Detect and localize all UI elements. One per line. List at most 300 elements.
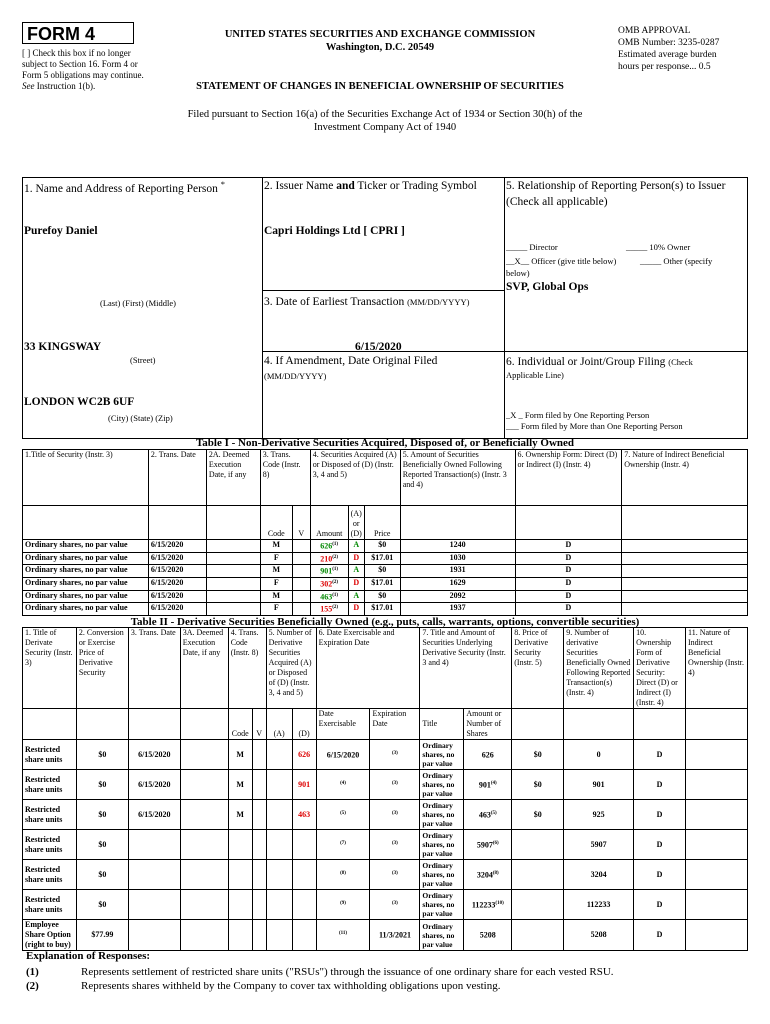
t2-conv-price: $0 (76, 830, 128, 860)
t1-nature (622, 590, 748, 603)
box3-label-small: (MM/DD/YYYY) (407, 297, 470, 307)
t2-a (266, 890, 292, 920)
t2-conv-price: $0 (76, 740, 128, 770)
t2-nature (685, 890, 747, 920)
explanation-number: (1) (26, 966, 39, 978)
t2-expiration (370, 890, 420, 920)
t2-trans-date: 6/15/2020 (128, 800, 180, 830)
t1-row (23, 565, 748, 578)
t1-trans-date: 6/15/2020 (148, 603, 206, 616)
t2-underlying-amount (464, 830, 512, 860)
t1-amount-footnote: (1) (332, 542, 339, 547)
t1-v (292, 565, 310, 578)
t1-trans-code: M (260, 565, 292, 578)
t1-h-date: 2. Trans. Date (148, 450, 206, 506)
t2-owned: 925 (564, 800, 634, 830)
t1-v (292, 577, 310, 590)
t2-date-exercisable (316, 890, 370, 920)
explanation-text: Represents settlement of restricted share units ("RSUs") through the issuance of one ordinary share for each vested RSU. (81, 966, 614, 978)
t2-exp-footnote: (3) (392, 870, 398, 876)
box2-label-pre: 2. Issuer Name (264, 180, 337, 192)
t1-v (292, 590, 310, 603)
t2-underlying-amount-value: 626 (481, 750, 494, 760)
box6-label-small: (Check (668, 357, 693, 367)
omb-approval: OMB APPROVAL (618, 26, 691, 36)
t1-trans-code: F (260, 603, 292, 616)
t1-amount (310, 552, 348, 565)
t2-underlying-amount-value: 5907 (476, 840, 493, 850)
t1-deemed-date (206, 577, 260, 590)
t1-amount-value: 302 (320, 579, 333, 589)
t1-aord: A (348, 565, 364, 578)
t1-amount-footnote: (1) (332, 592, 339, 598)
t2-date-exercisable (316, 740, 370, 770)
t1-security-title: Ordinary shares, no par value (23, 603, 149, 616)
t2-a (266, 770, 292, 800)
box4-label-small: (MM/DD/YYYY) (264, 371, 327, 381)
t2-sub-exp: Expiration Date (370, 709, 420, 740)
t1-trans-date: 6/15/2020 (148, 590, 206, 603)
t2-h-underlying: 7. Title and Amount of Securities Underlying Derivative Security (Instr. 3 and 4) (420, 628, 512, 709)
t2-underlying-amount (464, 920, 512, 951)
t2-owned: 112233 (564, 890, 634, 920)
t1-amount (310, 565, 348, 578)
director-check: _____ Director (506, 242, 558, 252)
statement-title: STATEMENT OF CHANGES IN BENEFICIAL OWNERSHIP OF SECURITIES (196, 81, 564, 92)
t2-a (266, 800, 292, 830)
t1-v (292, 540, 310, 553)
t1-price: $0 (364, 590, 400, 603)
t2-form: D (634, 830, 686, 860)
t2-sub-amt: Amount or Number of Shares (464, 709, 512, 740)
one-person-filing: _X _ Form filed by One Reporting Person (506, 410, 650, 420)
t2-security-title: Employee Share Option (right to buy) (23, 920, 77, 951)
agency-location: Washington, D.C. 20549 (325, 42, 435, 53)
checkbox-note-see: See (22, 81, 35, 91)
t2-underlying-amount-value: 901 (478, 780, 491, 790)
t2-code: M (228, 740, 252, 770)
t2-h-title: 1. Title of Derivate Security (Instr. 3) (23, 628, 77, 709)
t2-d (292, 920, 316, 951)
t2-row (23, 860, 748, 890)
t2-expiration (370, 770, 420, 800)
t2-nature (685, 920, 747, 951)
t2-expiration (370, 740, 420, 770)
t1-price: $0 (364, 565, 400, 578)
t1-aord: A (348, 540, 364, 553)
table2-title: Table II - Derivative Securities Beneficially Owned (e.g., puts, calls, warrants, options, convertible securities) (130, 616, 640, 628)
t2-v (252, 740, 266, 770)
t2-underlying-amount (464, 860, 512, 890)
t2-exp-value: 11/3/2021 (378, 930, 411, 940)
t2-trans-date (128, 920, 180, 951)
box6-label (506, 355, 693, 370)
t1-owned: 1030 (400, 552, 515, 565)
t1-form: D (515, 590, 622, 603)
issuer-name: Capri Holdings Ltd [ CPRI ] (264, 225, 405, 237)
t2-h-nature: 11. Nature of Indirect Beneficial Ownership (Instr. 4) (685, 628, 747, 709)
t2-v (252, 770, 266, 800)
t2-deemed (180, 740, 228, 770)
t2-exp-footnote: (3) (392, 780, 398, 786)
t2-underlying-title: Ordinary shares, no par value (420, 770, 464, 800)
t1-security-title: Ordinary shares, no par value (23, 590, 149, 603)
t2-d: 463 (292, 800, 316, 830)
t2-security-title: Restricted share units (23, 740, 77, 770)
t1-aord: A (348, 590, 364, 603)
t2-d: 901 (292, 770, 316, 800)
omb-approval-box (618, 25, 758, 73)
t1-security-title: Ordinary shares, no par value (23, 565, 149, 578)
city-caption: (City) (State) (Zip) (108, 413, 173, 423)
t1-sub-v: V (292, 506, 310, 540)
t2-h-number: 5. Number of Derivative Securities Acquired (A) or Disposed of (D) (Instr. 3, 4 and 5) (266, 628, 316, 709)
t2-form: D (634, 800, 686, 830)
t1-amount (310, 603, 348, 616)
t1-row (23, 540, 748, 553)
t2-deriv-price: $0 (512, 800, 564, 830)
t2-underlying-amount-value: 5208 (479, 930, 496, 940)
t2-date-ex-footnote: (11) (338, 931, 348, 937)
t2-underlying-amount-footnote: (4) (490, 780, 497, 786)
t2-underlying-title: Ordinary shares, no par value (420, 860, 464, 890)
t2-a (266, 920, 292, 951)
t2-deriv-price (512, 830, 564, 860)
form-title: FORM 4 (22, 22, 134, 44)
street-address: 33 KINGSWAY (24, 341, 102, 353)
explanation-list (26, 965, 746, 993)
explanation-item (26, 979, 746, 993)
city-address: LONDON WC2B 6UF (24, 396, 135, 408)
ten-pct-owner-check: _____ 10% Owner (626, 242, 691, 252)
box2-label (264, 179, 477, 194)
t2-conv-price: $0 (76, 800, 128, 830)
box6-label-small-2: Applicable Line) (506, 370, 564, 380)
t2-form: D (634, 770, 686, 800)
t2-a (266, 830, 292, 860)
t2-code (228, 830, 252, 860)
t2-deemed (180, 920, 228, 951)
t2-underlying-amount-value: 463 (478, 810, 491, 820)
box5-label: 5. Relationship of Reporting Person(s) to Issuer (506, 180, 726, 192)
t2-deemed (180, 770, 228, 800)
t2-conv-price: $0 (76, 770, 128, 800)
t1-trans-code: F (260, 552, 292, 565)
t1-row (23, 590, 748, 603)
t2-trans-date (128, 890, 180, 920)
t1-amount (310, 590, 348, 603)
t1-nature (622, 577, 748, 590)
t2-form: D (634, 920, 686, 951)
t2-underlying-amount-footnote: (5) (490, 810, 497, 816)
t1-h-owned: 5. Amount of Securities Beneficially Owned Following Reported Transaction(s) (Instr. 3 and 4) (400, 450, 515, 506)
t1-trans-code: F (260, 577, 292, 590)
t2-sub-v: V (252, 709, 266, 740)
t2-deriv-price (512, 890, 564, 920)
t1-h-code: 3. Trans. Code (Instr. 8) (260, 450, 310, 506)
t2-underlying-amount-value: 3204 (476, 870, 493, 880)
t2-conv-price: $77.99 (76, 920, 128, 951)
t2-expiration (370, 860, 420, 890)
table1 (22, 449, 748, 616)
t2-owned: 5208 (564, 920, 634, 951)
t1-nature (622, 603, 748, 616)
t2-deemed (180, 890, 228, 920)
t2-d (292, 860, 316, 890)
t2-expiration (370, 800, 420, 830)
checkbox-note-instruction: Instruction 1(b). (34, 81, 96, 91)
t2-row (23, 770, 748, 800)
t1-owned: 2092 (400, 590, 515, 603)
t1-trans-date: 6/15/2020 (148, 565, 206, 578)
filed-line-2: Investment Company Act of 1940 (313, 122, 457, 133)
t1-price: $17.01 (364, 552, 400, 565)
table1-title: Table I - Non-Derivative Securities Acquired, Disposed of, or Beneficially Owned (195, 437, 575, 449)
t1-trans-code: M (260, 540, 292, 553)
t2-conv-price: $0 (76, 860, 128, 890)
t1-amount-value: 155 (320, 604, 333, 614)
box3-label-text: 3. Date of Earliest Transaction (264, 296, 405, 308)
box5-label-2: (Check all applicable) (506, 196, 608, 208)
t1-sub-price: Price (364, 506, 400, 540)
t2-trans-date: 6/15/2020 (128, 770, 180, 800)
t1-owned: 1240 (400, 540, 515, 553)
t1-security-title: Ordinary shares, no par value (23, 577, 149, 590)
t2-deriv-price (512, 920, 564, 951)
t1-security-title: Ordinary shares, no par value (23, 540, 149, 553)
t2-underlying-amount-value: 112233 (471, 900, 496, 910)
t2-v (252, 800, 266, 830)
other-below: below) (506, 268, 530, 278)
t2-deemed (180, 800, 228, 830)
t2-exp-footnote: (3) (392, 810, 398, 816)
t2-row (23, 920, 748, 951)
box1-label (24, 179, 262, 197)
t1-owned: 1937 (400, 603, 515, 616)
t2-date-ex-footnote: (4) (340, 780, 346, 786)
t1-price: $17.01 (364, 577, 400, 590)
t2-date-exercisable (316, 860, 370, 890)
t1-price: $17.01 (364, 603, 400, 616)
t1-amount (310, 540, 348, 553)
t1-amount-footnote: (2) (332, 554, 339, 560)
t1-amount-footnote: (2) (332, 579, 339, 585)
t1-amount-footnote: (1) (332, 567, 339, 573)
t2-code (228, 920, 252, 951)
t2-trans-date: 6/15/2020 (128, 740, 180, 770)
box1-asterisk: * (220, 179, 225, 189)
t2-underlying-amount (464, 800, 512, 830)
t1-amount (310, 577, 348, 590)
t2-underlying-amount-footnote: (10) (495, 900, 504, 906)
officer-check: __X__ Officer (give title below) (506, 256, 617, 266)
omb-hours: hours per response... 0.5 (618, 62, 711, 72)
t1-deemed-date (206, 540, 260, 553)
name-caption: (Last) (First) (Middle) (100, 298, 177, 308)
t2-expiration (370, 920, 420, 951)
t1-price: $0 (364, 540, 400, 553)
t2-h-deemed: 3A. Deemed Execution Date, if any (180, 628, 228, 709)
t1-aord: D (348, 603, 364, 616)
t2-h-code: 4. Trans. Code (Instr. 8) (228, 628, 266, 709)
t2-security-title: Restricted share units (23, 860, 77, 890)
t2-h-owned: 9. Number of derivative Securities Beneficially Owned Following Reported Transaction(s) (Instr. 4) (564, 628, 634, 709)
t1-nature (622, 540, 748, 553)
t1-form: D (515, 552, 622, 565)
t2-underlying-amount (464, 890, 512, 920)
t1-trans-date: 6/15/2020 (148, 540, 206, 553)
t1-trans-code: M (260, 590, 292, 603)
t2-a (266, 740, 292, 770)
t1-row (23, 552, 748, 565)
t2-underlying-title: Ordinary shares, no par value (420, 890, 464, 920)
checkbox-note (22, 48, 157, 92)
t2-date-exercisable (316, 920, 370, 951)
t2-deriv-price (512, 860, 564, 890)
t2-v (252, 890, 266, 920)
t1-form: D (515, 577, 622, 590)
t2-trans-date (128, 860, 180, 890)
t2-nature (685, 770, 747, 800)
t1-aord: D (348, 552, 364, 565)
t2-v (252, 830, 266, 860)
officer-title: SVP, Global Ops (506, 281, 589, 293)
t1-trans-date: 6/15/2020 (148, 552, 206, 565)
t1-h-form: 6. Ownership Form: Direct (D) or Indirect (I) (Instr. 4) (515, 450, 622, 506)
t1-owned: 1931 (400, 565, 515, 578)
multi-person-filing: ___ Form filed by More than One Reporting Person (506, 421, 683, 431)
explanation-number: (2) (26, 980, 39, 992)
explanation-text: Represents shares withheld by the Company to cover tax withholding obligations upon vesting. (81, 980, 501, 992)
t2-deriv-price: $0 (512, 770, 564, 800)
t1-owned: 1629 (400, 577, 515, 590)
t1-h-deemed: 2A. Deemed Execution Date, if any (206, 450, 260, 506)
t2-date-exercisable (316, 830, 370, 860)
t2-date-ex-footnote: (7) (340, 840, 346, 846)
t2-owned: 0 (564, 740, 634, 770)
t1-h-title: 1.Title of Security (Instr. 3) (23, 450, 149, 506)
explanation-item (26, 965, 746, 979)
t2-a (266, 860, 292, 890)
t2-v (252, 920, 266, 951)
explanation-title: Explanation of Responses: (26, 950, 151, 962)
t2-underlying-amount (464, 770, 512, 800)
t2-nature (685, 800, 747, 830)
t2-row (23, 740, 748, 770)
t2-underlying-amount-footnote: (6) (492, 840, 499, 846)
t1-sub-code: Code (260, 506, 292, 540)
t2-underlying-title: Ordinary shares, no par value (420, 740, 464, 770)
t1-deemed-date (206, 603, 260, 616)
t2-v (252, 860, 266, 890)
filed-pursuant (150, 108, 620, 134)
t1-form: D (515, 565, 622, 578)
t1-amount-value: 901 (320, 566, 333, 576)
t2-h-date: 3. Trans. Date (128, 628, 180, 709)
other-check: _____ Other (specify (640, 256, 713, 266)
t2-exp-footnote: (3) (392, 840, 398, 846)
t2-code (228, 860, 252, 890)
t2-row (23, 890, 748, 920)
t2-exp-footnote: (3) (392, 900, 398, 906)
t2-exp-footnote: (3) (392, 750, 398, 756)
t2-h-price8: 8. Price of Derivative Security (Instr. 5) (512, 628, 564, 709)
t1-nature (622, 565, 748, 578)
t2-code: M (228, 770, 252, 800)
filed-line-1: Filed pursuant to Section 16(a) of the Securities Exchange Act of 1934 or Section 30(h) of the (187, 109, 583, 120)
box2-label-post: Ticker or Trading Symbol (354, 180, 477, 192)
t2-date-ex-footnote: (9) (340, 900, 346, 906)
agency-name: UNITED STATES SECURITIES AND EXCHANGE COMMISSION (224, 29, 536, 40)
t2-security-title: Restricted share units (23, 800, 77, 830)
t1-h-nature: 7. Nature of Indirect Beneficial Ownership (Instr. 4) (622, 450, 748, 506)
box4-label: 4. If Amendment, Date Original Filed (264, 355, 438, 367)
t2-form: D (634, 890, 686, 920)
t1-trans-date: 6/15/2020 (148, 577, 206, 590)
t2-underlying-amount-footnote: (8) (492, 870, 499, 876)
t2-date-ex-footnote: (5) (340, 810, 346, 816)
t2-date-exercisable (316, 770, 370, 800)
t2-underlying-title: Ordinary shares, no par value (420, 920, 464, 951)
t2-security-title: Restricted share units (23, 890, 77, 920)
t2-form: D (634, 860, 686, 890)
t2-sub-title: Title (420, 709, 464, 740)
t1-deemed-date (206, 565, 260, 578)
t2-deemed (180, 860, 228, 890)
t2-owned: 5907 (564, 830, 634, 860)
box6-label-text: 6. Individual or Joint/Group Filing (506, 356, 666, 368)
t2-date-ex-footnote: (8) (340, 870, 346, 876)
t2-row (23, 830, 748, 860)
t2-code: M (228, 800, 252, 830)
earliest-transaction-date: 6/15/2020 (355, 341, 402, 353)
table2 (22, 627, 748, 951)
t2-sub-code: Code (228, 709, 252, 740)
t2-expiration (370, 830, 420, 860)
t2-d (292, 890, 316, 920)
box1-label-text: 1. Name and Address of Reporting Person (24, 182, 218, 195)
t1-form: D (515, 603, 622, 616)
t1-sub-aord: (A) or (D) (348, 506, 364, 540)
t1-aord: D (348, 577, 364, 590)
t1-row (23, 603, 748, 616)
t1-v (292, 603, 310, 616)
t2-d (292, 830, 316, 860)
t1-sub-amount: Amount (310, 506, 348, 540)
t2-deemed (180, 830, 228, 860)
t2-underlying-title: Ordinary shares, no par value (420, 830, 464, 860)
t2-owned: 3204 (564, 860, 634, 890)
t1-form: D (515, 540, 622, 553)
t1-v (292, 552, 310, 565)
t2-nature (685, 860, 747, 890)
t2-trans-date (128, 830, 180, 860)
t1-row (23, 577, 748, 590)
t2-h-price: 2. Conversion or Exercise Price of Derivative Security (76, 628, 128, 709)
t2-nature (685, 830, 747, 860)
t1-h-acquired: 4. Securities Acquired (A) or Disposed of (D) (Instr. 3, 4 and 5) (310, 450, 400, 506)
t2-owned: 901 (564, 770, 634, 800)
t2-form: D (634, 740, 686, 770)
omb-number: OMB Number: 3235-0287 (618, 38, 720, 48)
t1-amount-value: 626 (320, 541, 333, 551)
box2-label-and: and (336, 180, 355, 192)
t2-security-title: Restricted share units (23, 770, 77, 800)
t2-row (23, 800, 748, 830)
reporting-person-name: Purefoy Daniel (24, 225, 98, 237)
box3-label (264, 295, 469, 310)
t1-security-title: Ordinary shares, no par value (23, 552, 149, 565)
